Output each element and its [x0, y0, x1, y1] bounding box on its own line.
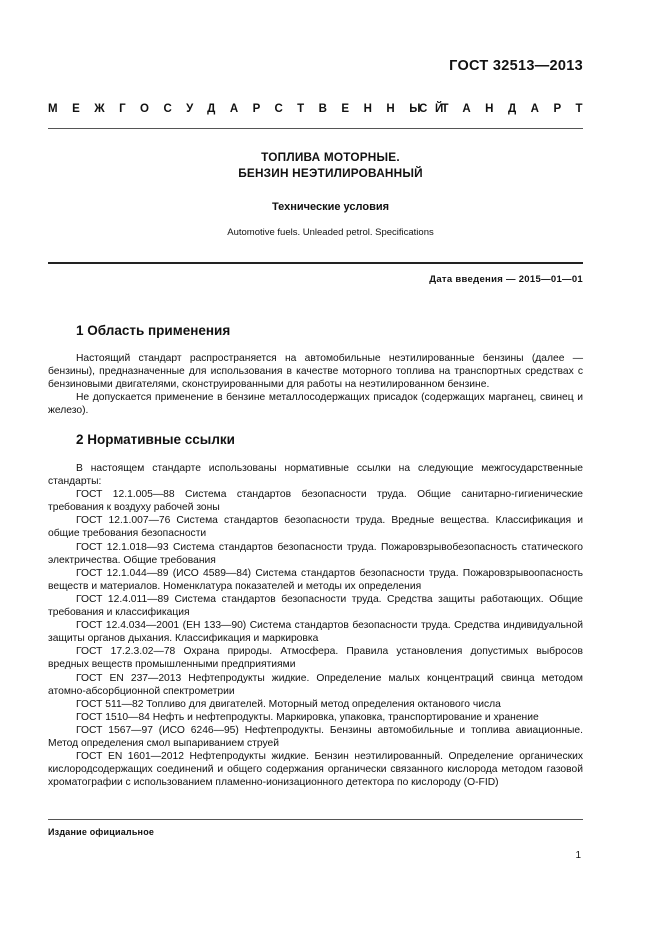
- section-2-body: [48, 462, 583, 789]
- standard-type-left: МЕЖГОСУДАРСТВЕННЫЙ: [48, 103, 458, 115]
- reference-item: ГОСТ 1567—97 (ИСО 6246—95) Нефтепродукты. Бензины автомобильные и топлива авиационные. Метод определения смол выпариванием струей: [48, 724, 583, 749]
- page-number: 1: [575, 850, 581, 861]
- standard-type-band: [48, 103, 597, 121]
- section-1-body: [48, 352, 583, 417]
- paragraph: В настоящем стандарте использованы нормативные ссылки на следующие межгосударственные стандарты:: [48, 463, 583, 488]
- reference-item: ГОСТ 1510—84 Нефть и нефтепродукты. Маркировка, упаковка, транспортирование и хранение: [76, 711, 539, 723]
- section-1-heading: 1 Область применения: [76, 323, 231, 338]
- title-rule: [48, 262, 583, 264]
- reference-item: ГОСТ 17.2.3.02—78 Охрана природы. Атмосфера. Правила установления допустимых выбросов вредных веществ промышленными предприятиями: [48, 646, 583, 671]
- standard-type-right: СТАНДАРТ: [419, 103, 597, 115]
- reference-item: ГОСТ 12.1.044—89 (ИСО 4589—84) Система стандартов безопасности труда. Пожаровзрывоопасность веществ и материалов. Номенклатура показателей и методы их определения: [48, 567, 583, 592]
- document-number: ГОСТ 32513—2013: [449, 58, 583, 74]
- document-subtitle: Технические условия: [271, 201, 390, 213]
- publication-note: Издание официальное: [48, 827, 155, 837]
- english-title: Automotive fuels. Unleaded petrol. Specifications: [227, 227, 434, 238]
- band-rule: [48, 128, 583, 129]
- document-title: [0, 149, 661, 181]
- section-2-heading: 2 Нормативные ссылки: [76, 432, 235, 447]
- title-line-1: ТОПЛИВА МОТОРНЫЕ.: [261, 150, 400, 164]
- reference-item: ГОСТ 12.1.005—88 Система стандартов безопасности труда. Общие санитарно-гигиенические требования к воздуху рабочей зоны: [48, 489, 583, 514]
- reference-item: ГОСТ EN 1601—2012 Нефтепродукты жидкие. Бензин неэтилированный. Определение органических кислородсодержащих соединений и общего содержания органически связанного кислорода методом газовой хроматографии с использованием пламенно-ионизационного детектора по кислороду (O-FID): [48, 751, 583, 789]
- introduction-date: Дата введения — 2015—01—01: [429, 274, 583, 285]
- reference-item: ГОСТ 12.4.011—89 Система стандартов безопасности труда. Средства защиты работающих. Общие требования и классификация: [48, 593, 583, 619]
- footer-rule: [48, 819, 583, 820]
- title-line-2: БЕНЗИН НЕЭТИЛИРОВАННЫЙ: [238, 166, 423, 180]
- reference-item: ГОСТ 12.1.018—93 Система стандартов безопасности труда. Пожаровзрывобезопасность статического электричества. Общие требования: [48, 541, 583, 566]
- paragraph: Настоящий стандарт распространяется на автомобильные неэтилированные бензины (далее — бензины), предназначенные для использования в качестве моторного топлива на транспортных средствах с бензиновыми двигателями, сконструированными для работы на неэтилированном бензине.: [48, 353, 583, 391]
- paragraph: Не допускается применение в бензине металлосодержащих присадок (содержащих марганец, свинец и железо).: [48, 392, 583, 417]
- reference-item: ГОСТ 511—82 Топливо для двигателей. Моторный метод определения октанового числа: [76, 698, 501, 710]
- reference-item: ГОСТ 12.4.034—2001 (ЕН 133—90) Система стандартов безопасности труда. Средства индивидуальной защиты органов дыхания. Классификация и маркировка: [48, 620, 583, 645]
- reference-item: ГОСТ 12.1.007—76 Система стандартов безопасности труда. Вредные вещества. Классификация и общие требования безопасности: [48, 515, 583, 540]
- reference-item: ГОСТ EN 237—2013 Нефтепродукты жидкие. Определение малых концентраций свинца методом атомно-абсорбционной спектрометрии: [48, 672, 583, 697]
